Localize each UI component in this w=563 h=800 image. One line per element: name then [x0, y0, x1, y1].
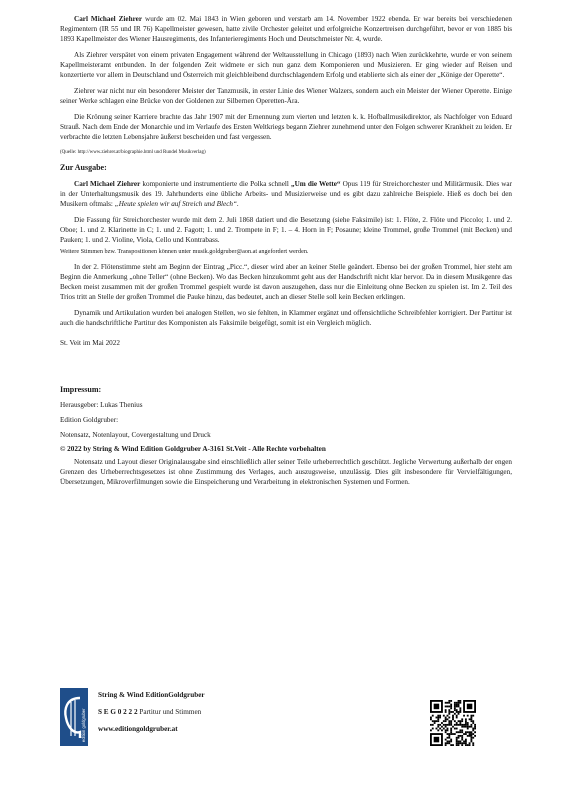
impressum-heading: Impressum: [60, 385, 102, 394]
edition-heading: Zur Ausgabe: [60, 163, 107, 172]
legal-notice: Notensatz und Layout dieser Originalausgabe sind einschließlich aller seiner Teile urheberrechtlich geschützt. Jegliche Verwertung außerhalb der engen Grenzen des Urheberrechtsgesetzes ist ohne Zustimmung des Verlages, auch auszugsweise, unzulässig. Dies gilt insbesondere für Vervielfältigungen, Übersetzungen, Mikroverfilmungen sowie die Einspeicherung und Verarbeitung in elektronischen Systemen und Formen. [60, 458, 512, 486]
impressum-services: Notensatz, Notenlayout, Covergestaltung und Druck [60, 431, 211, 439]
bio-paragraph-4: Die Krönung seiner Karriere brachte das Jahr 1907 mit der Ernennung zum vierten und letzten k. k. Hofballmusikdirektor, als Nachfolger von Eduard Strauß. Nach dem Ende der Monarchie und im Verlaufe des Ersten Weltkriegs begann Ziehrer zunehmend unter den Folgen schwerer Krankheit zu leiden. Er verbrachte die letzten Lebensjahre äußerst bescheiden und fast vergessen. [60, 113, 512, 141]
edition-paragraph-2: Die Fassung für Streichorchester wurde mit dem 2. Juli 1868 datiert und die Besetzung (siehe Faksimile) ist: 1. Flöte, 2. Flöte und Piccolo; 1. und 2. Oboe; 1. und 2. Klarinette in C; 1. und 2. Fagott; 1. und 2. Trompete in F; 1. – 4. Horn in F; Posaune; kleine Trommel, große Trommel (mit Becken) und Pauken; 1. und 2. Violine, Viola, Cello und Kontrabass. [60, 216, 512, 244]
footer-publisher: String & Wind EditionGoldgruber [98, 691, 205, 699]
edition-paragraph-3: In der 2. Flötenstimme steht am Beginn der Eintrag „Picc.“, dieser wird aber an keiner Stelle geändert. Ebenso bei der großen Trommel, hier steht am Beginn die Anmerkung „ohne Teller“ (ohne Becken). Wo das Becken hinzukommt geht aus der Handschrift nicht klar hervor. Da in diesem Musikgenre das Becken meist zusammen mit der großen Trommel gespielt wurde ist davon auszugehen, dass nur die Einleitung ohne Becken zu spielen ist. Im 2. Teil des Trios tritt an Stelle der großen Trommel die Pauke hinzu, das bedeutet, auch an dieser Stelle soll kein Becken erklingen. [60, 263, 512, 301]
document-body [60, 14, 512, 487]
place-date: St. Veit im Mai 2022 [60, 339, 120, 347]
qr-code [430, 700, 476, 746]
edition-paragraph-4: Dynamik und Artikulation wurden bei analogen Stellen, wo sie fehlten, in Klammer ergänzt und offensichtliche Schreibfehler korrigiert. Der Partitur ist auch die handschriftliche Partitur des Komponisten als Faksimile beigefügt, somit ist ein Vergleich möglich. [60, 309, 512, 327]
impressum-editor: Herausgeber: Lukas Thenius [60, 401, 143, 409]
work-title: „Um die Wette“ [290, 180, 341, 188]
impressum-publisher: Edition Goldgruber: [60, 416, 119, 424]
edition-paragraph-1: Carl Michael Ziehrer komponierte und instrumentierte die Polka schnell „Um die Wette“ Opus 119 für Streichorchester und Militärmusik. Dies war in der Unterhaltungsmusik des 19. Jahrhunderts eine übliche Arbeits- und Musizierweise und es gibt dazu zahlreiche Beispiele. Hieß es doch bei den Musikern oftmals: „Heute spielen wir auf Streich und Blech“. [60, 180, 512, 208]
footer-website: www.editiongoldgruber.at [98, 725, 178, 733]
footer [60, 688, 512, 748]
bio-paragraph-2: Als Ziehrer verspätet von einem privaten Engagement während der Weltausstellung in Chicago (1893) nach Wien zurückkehrte, wurde er von seinem Kapellmeisteramt entbunden. In der folgenden Zeit widmete er sich nun ganz dem Komponieren und Musizieren. Er ging wieder auf Reisen und konzertierte vor allem in Deutschland und Österreich mit gleichbleibend durchschlagendem Erfolg und etablierte sich als einer der „Könige der Operette“. [60, 51, 512, 79]
bio-paragraph-1: Carl Michael Ziehrer wurde am 02. Mai 1843 in Wien geboren und verstarb am 14. November 1922 ebenda. Er war bereits bei verschiedenen Regimentern (IR 55 und IR 76) Kapellmeister gewesen, hatte zivile Orchester geleitet und erfolgreiche Konzertreisen durchgeführt, bevor er von 1885 bis 1893 Kapellmeister des Wiener Hausregiments, des Infanterieregiments Hoch und Deutschmeister Nr. 4, wurde. [60, 15, 512, 43]
footer-catalog: S E G 0 2 2 2 Partitur und Stimmen [98, 708, 202, 716]
bio-paragraph-3: Ziehrer war nicht nur ein besonderer Meister der Tanzmusik, in erster Linie des Wiener Walzers, sondern auch ein Meister der Wiener Operette. Einige seiner Werke schlagen eine Brücke von der Goldenen zur Silbernen Operetten-Ära. [60, 87, 512, 105]
footer-text [98, 690, 205, 741]
composer-name: Carl Michael Ziehrer [74, 15, 143, 23]
musician-quote: „Heute spielen wir auf Streich und Blech“. [114, 200, 239, 208]
source-note: (Quelle: http://www.ziehrer.at/biographie.html und Rundel Musikverlag) [60, 150, 206, 155]
additional-parts-note: Weitere Stimmen bzw. Transpositionen können unter musik.goldgruber@aon.at angefordert werden. [60, 248, 309, 255]
goldgruber-logo [60, 688, 88, 746]
copyright-line: © 2022 by String & Wind Edition Goldgruber A-3161 St.Veit - Alle Rechte vorbehalten [60, 445, 326, 453]
logo-wordmark: edition goldgruber [81, 708, 86, 742]
